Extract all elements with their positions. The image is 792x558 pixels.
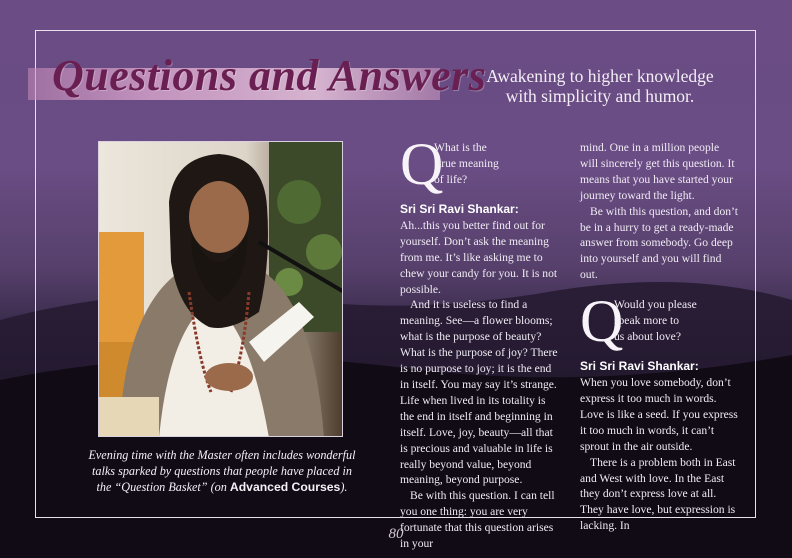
question-1-line-2: true meaning	[438, 156, 499, 170]
caption-text-end: ).	[340, 480, 348, 494]
question-2-text	[614, 297, 697, 345]
question-1	[400, 131, 558, 197]
answer-paragraph: Ah...this you better find out for yourself. Don’t ask the meaning from me. It’s like asking me to chew your candy for you. It is not possible.	[400, 218, 558, 296]
question-1-text	[434, 140, 499, 188]
page-title: Questions and Answers	[52, 51, 487, 100]
speaker-name-text: Sri Sri Ravi Shankar	[400, 202, 515, 216]
speaker-name	[580, 359, 738, 375]
subtitle-line-2: with simplicity and humor.	[505, 86, 695, 106]
speaker-name	[400, 202, 558, 218]
page-subtitle	[470, 66, 730, 106]
speaker-colon: :	[694, 359, 699, 374]
question-drop-cap: Q	[580, 288, 624, 355]
question-2	[580, 288, 738, 355]
question-drop-cap: Q	[400, 131, 444, 197]
caption-bold-text: Advanced Courses	[229, 480, 341, 494]
question-1-line-1: What is the	[434, 141, 487, 154]
answer-paragraph: Be with this question, and don’t be in a hurry to get a ready-made answer from somebody. Go deep into yourself and you will find out.	[580, 204, 738, 282]
question-2-line-1: Would you please	[614, 298, 697, 312]
answer-paragraph: There is a problem both in East and West with love. In the East they don’t express love at all. They have love, but expression is lacking. In	[580, 455, 736, 533]
master-photo-illustration	[99, 142, 343, 437]
page-number: 80	[388, 526, 404, 542]
answer-paragraph: mind. One in a million people will sincerely get this question. It means that you have started your journey toward the light.	[580, 141, 735, 202]
text-column-1	[400, 131, 558, 552]
speaker-colon: :	[514, 202, 519, 216]
caption-text: Evening time with the Master often includes wonderful talks sparked by questions that people have placed in the “Question Basket” (on	[88, 448, 356, 494]
answer-paragraph: And it is useless to find a meaning. See—a flower blooms; what is the purpose of beauty? What is the purpose of joy? There is no purpose to joy; it is the end in itself. You may say it’s strange. Life when lived in its totality is the end in itself and beginning in itself. Love, joy, beauty—all that is precious and valuable in life is really beyond value, beyond meaning, beyond purpose.	[400, 298, 558, 487]
question-2-line-3: us about love?	[614, 329, 681, 343]
question-1-line-3: of life?	[434, 172, 468, 186]
photo-caption	[88, 447, 356, 495]
text-column-2	[580, 140, 738, 534]
speaker-name-text: Sri Sri Ravi Shankar	[580, 359, 695, 374]
answer-paragraph: Be with this question. I can tell you one thing: you are very fortunate that this question arises in your	[400, 489, 555, 551]
subtitle-line-1: Awakening to higher knowledge	[486, 66, 714, 86]
question-2-line-2: speak more to	[614, 314, 680, 328]
master-photo	[98, 141, 343, 437]
answer-paragraph: When you love somebody, don’t express it too much in words. Love is like a seed. If you express it too much in words, it can’t sprout in the air outside.	[580, 376, 738, 453]
